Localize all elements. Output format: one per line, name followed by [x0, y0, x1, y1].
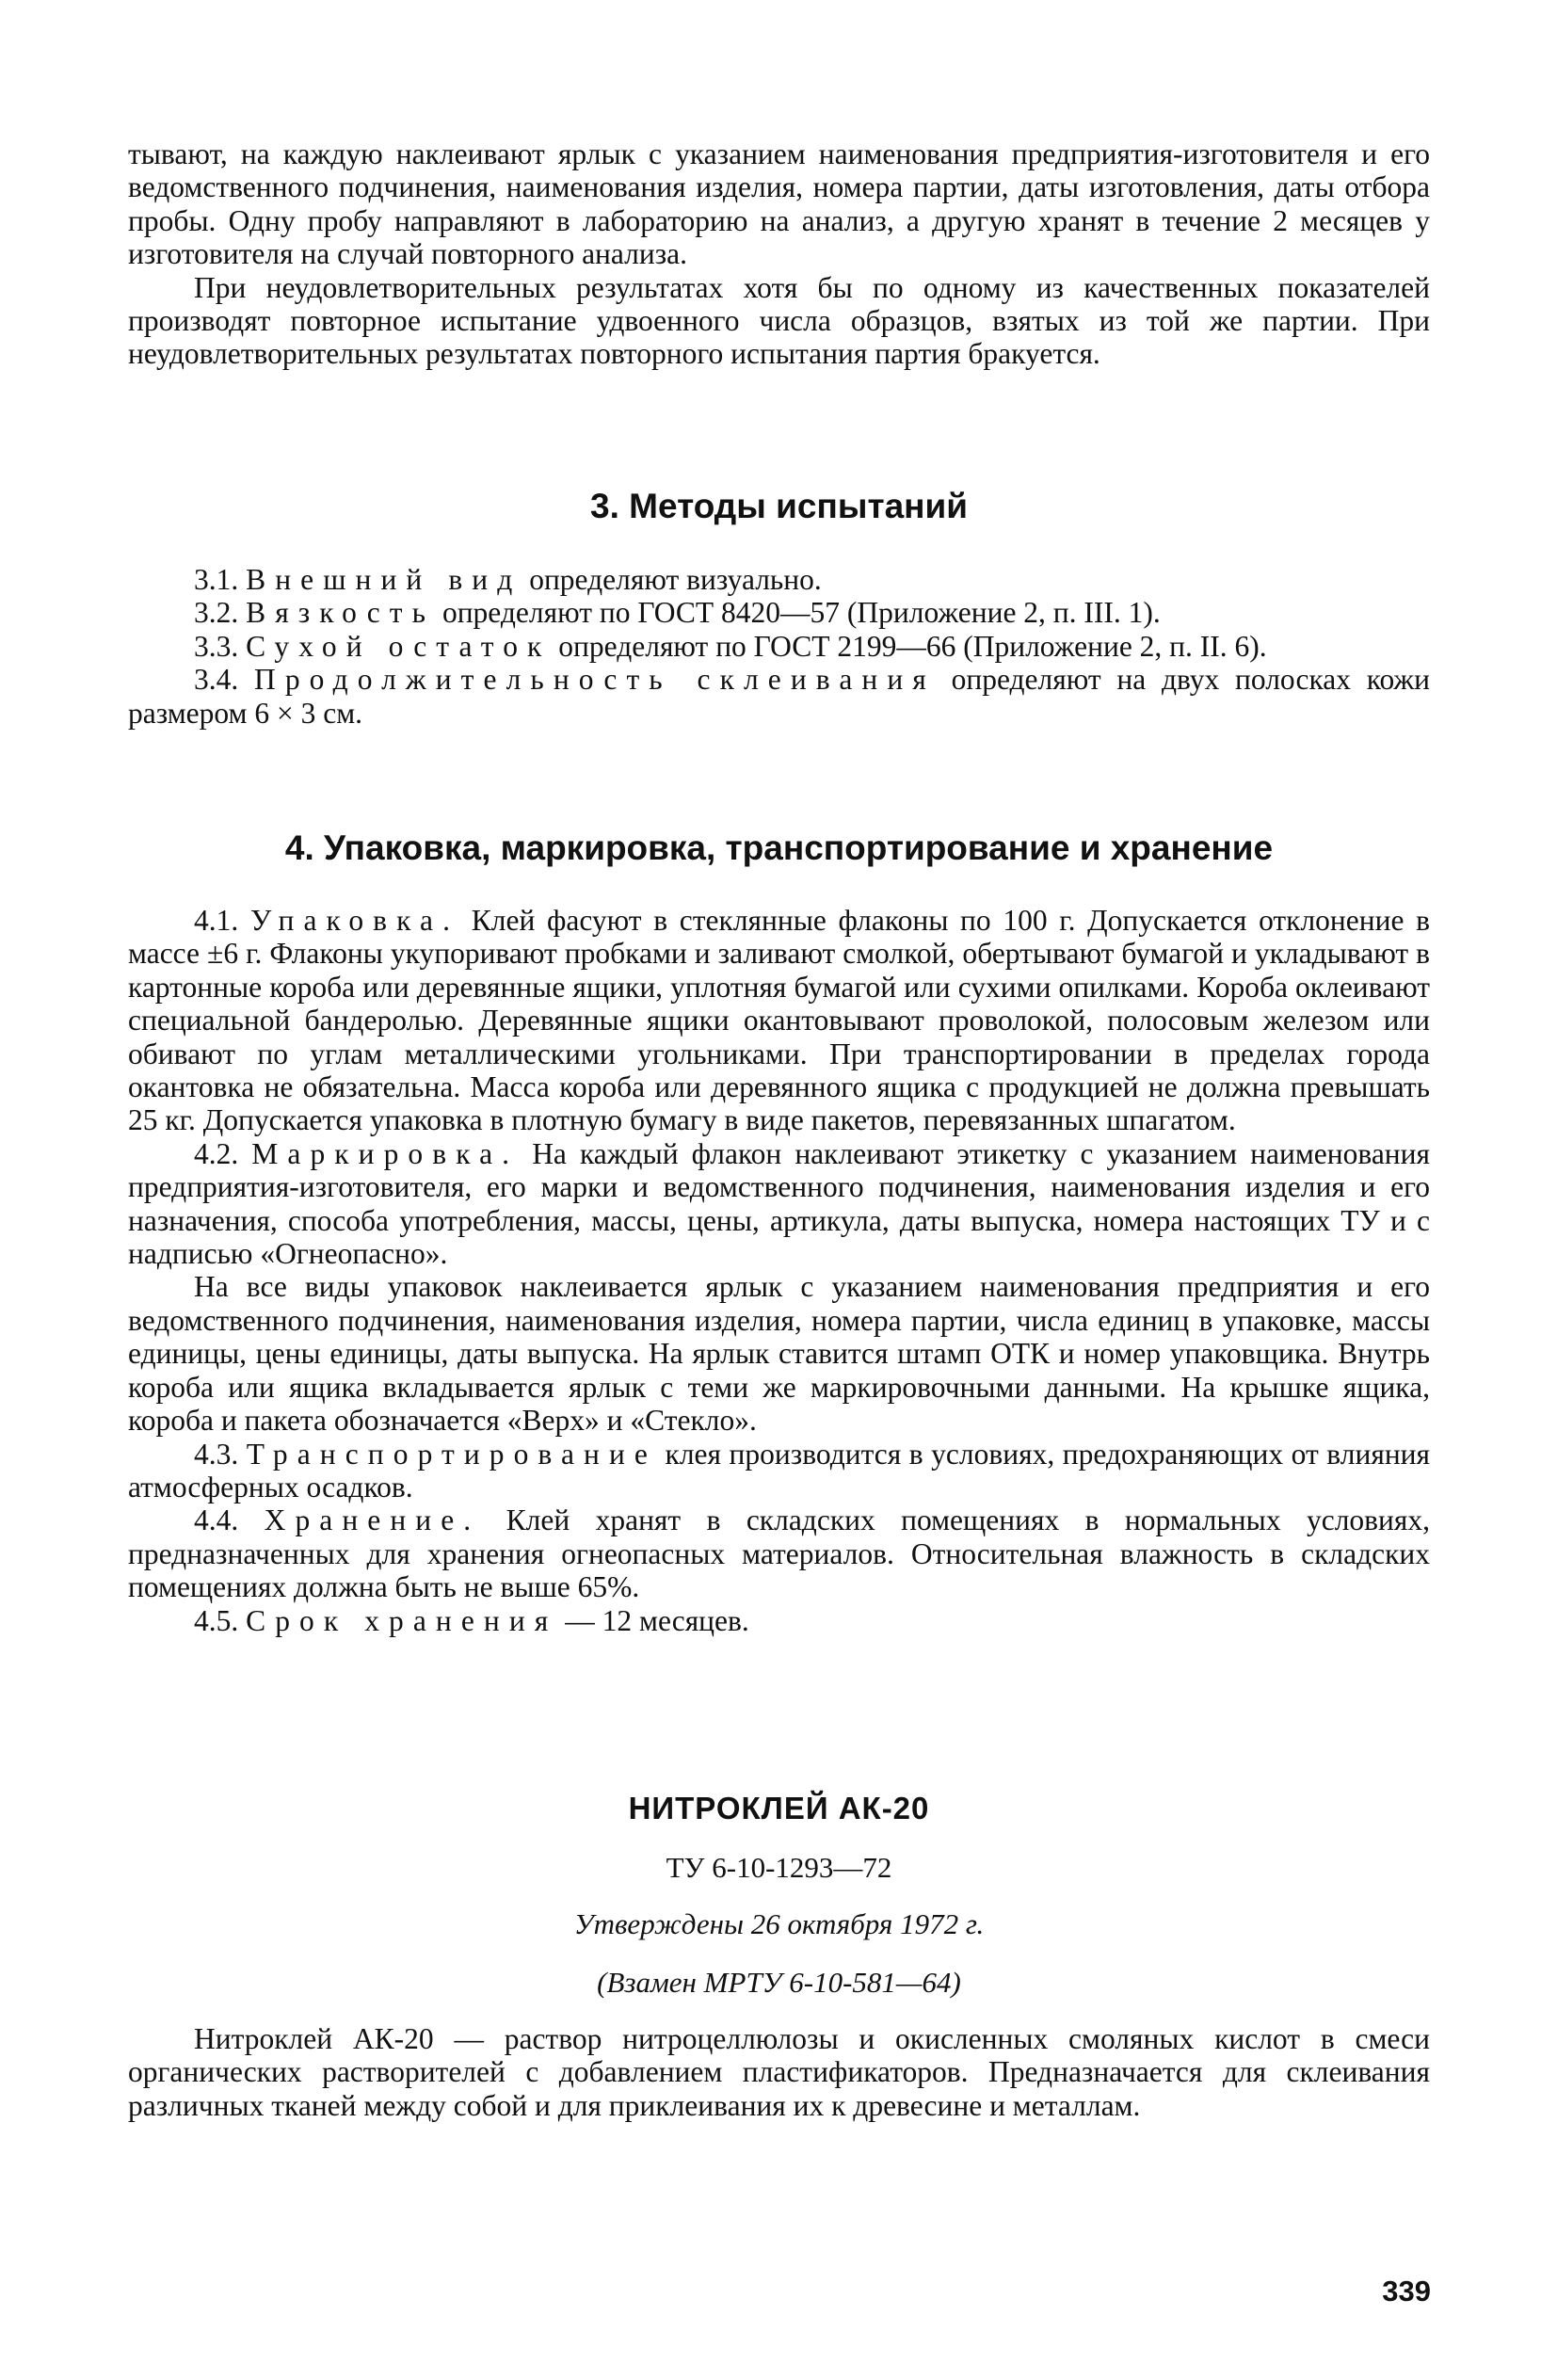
product-description: Нитроклей АК-20 — раствор нитроцеллюлозы и окисленных смоляных кислот в смеси органических растворителей с добавлением пластификаторов. Предназначается для склеивания различных тканей между собой и для приклеивания их к древесине и металлам.: [128, 2022, 1430, 2122]
paragraph-continued: тывают, на каждую наклеивают ярлык с указанием наименования предприятия-изготовителя и его ведомственного подчинения, наименования изделия, номера партии, даты изготовления, даты отбора пробы. Одну пробу направляют в лабораторию на анализ, а другую хранят в течение 2 месяцев у изготовителя на случай повторного анализа.: [128, 137, 1430, 271]
item-4-3: [128, 1438, 1430, 1504]
product-description-block: [128, 2022, 1430, 2122]
item-text: клея производится в условиях, предохраняющих от влияния атмосферных осадков.: [128, 1437, 1431, 1504]
item-number: 3.3.: [194, 629, 239, 663]
item-number: 3.1.: [194, 563, 239, 596]
item-3-2: [128, 596, 1430, 629]
item-number: 4.4.: [194, 1504, 239, 1537]
item-number: 4.3.: [194, 1437, 239, 1471]
paragraph-retest: При неудовлетворительных результатах хотя бы по одному из качественных показателей производят повторное испытание удвоенного числа образцов, взятых из той же партии. При неудовлетворительных результатах повторного испытания партия бракуется.: [128, 270, 1430, 371]
item-3-4: [128, 663, 1430, 730]
item-term: Срок хранения: [246, 1603, 558, 1637]
item-text: определяют по ГОСТ 2199—66 (Приложение 2, п. II. 6).: [558, 629, 1267, 663]
item-number: 3.4.: [194, 663, 239, 697]
product-replaces: (Взамен МРТУ 6-10-581—64): [597, 1966, 961, 1999]
item-term: Продолжительность склеивания: [254, 663, 936, 697]
item-number: 4.1.: [194, 904, 239, 937]
item-term: Вязкость: [246, 596, 436, 630]
item-text: определяют на двух полосках кожи размером 6 × 3 см.: [128, 663, 1431, 730]
item-4-2: [128, 1137, 1430, 1271]
item-3-1: [128, 563, 1430, 596]
item-term: Хранение.: [264, 1504, 481, 1537]
item-text: Клей фасуют в стеклянные флаконы по 100 г. Допускается отклонение в массе ±6 г. Флаконы укупоривают пробками и заливают смолкой, обертывают бумагой и укладывают в картонные короба или деревянные ящики, уплотняя бумагой или сухими опилками. Короба оклеивают специальной бандеролью. Деревянные ящики окантовывают проволокой, полосовым железом или обивают по углам металлическими угольниками. При транспортировании в пределах города окантовка не обязательна. Масса короба или деревянного ящика с продукцией не должна превышать 25 кг. Допускается упаковка в плотную бумагу в виде пакетов, перевязанных шпагатом.: [128, 904, 1431, 1137]
item-term: Маркировка.: [251, 1136, 520, 1170]
item-text: — 12 месяцев.: [565, 1603, 749, 1637]
item-term: Внешний вид: [246, 563, 522, 596]
section-4-body: [128, 904, 1430, 1637]
section-3-list: [128, 563, 1430, 730]
item-number: 4.5.: [194, 1603, 239, 1637]
item-term: Транспортирование: [246, 1437, 657, 1471]
item-3-3: [128, 630, 1430, 663]
product-tu: ТУ 6-10-1293—72: [666, 1851, 892, 1884]
item-4-4: [128, 1504, 1430, 1603]
item-term: Сухой остаток: [246, 629, 552, 663]
item-4-5: [128, 1604, 1430, 1637]
item-4-1: [128, 904, 1430, 1137]
section-4-heading: 4. Упаковка, маркировка, транспортирование и хранение: [284, 828, 1274, 867]
section-3-heading: 3. Методы испытаний: [590, 487, 968, 525]
page-number: 339: [1382, 2275, 1431, 2308]
item-text: На каждый флакон наклеивают этикетку с указанием наименования предприятия-изготовителя, его марки и ведомственного подчинения, наименования изделия и его назначения, способа употребления, массы, цены, артикула, даты выпуска, номера настоящих ТУ и с надписью «Огнеопасно».: [128, 1136, 1430, 1271]
item-number: 3.2.: [194, 596, 239, 630]
item-text: Клей хранят в складских помещениях в нормальных условиях, предназначенных для хранения огнеопасных материалов. Относительная влажность в складских помещениях должна быть не выше 65%.: [128, 1504, 1431, 1604]
paragraph-labels: На все виды упаковок наклеивается ярлык с указанием наименования предприятия и его ведомственного подчинения, наименования изделия, номера партии, числа единиц в упаковке, массы единицы, цены единицы, даты выпуска. На ярлык ставится штамп ОТК и номер упаковщика. Внутрь короба или ящика вкладывается ярлык с теми же маркировочными данными. На крышке ящика, короба и пакета обозначается «Верх» и «Стекло».: [128, 1270, 1430, 1438]
item-text: определяют по ГОСТ 8420—57 (Приложение 2, п. III. 1).: [441, 596, 1161, 630]
item-text: определяют визуально.: [529, 563, 822, 596]
product-approved: Утверждены 26 октября 1972 г.: [573, 1907, 985, 1940]
product-title: НИТРОКЛЕЙ АК-20: [628, 1791, 930, 1825]
item-number: 4.2.: [194, 1136, 239, 1170]
item-term: Упаковка.: [249, 904, 460, 937]
intro-block: [128, 137, 1430, 371]
